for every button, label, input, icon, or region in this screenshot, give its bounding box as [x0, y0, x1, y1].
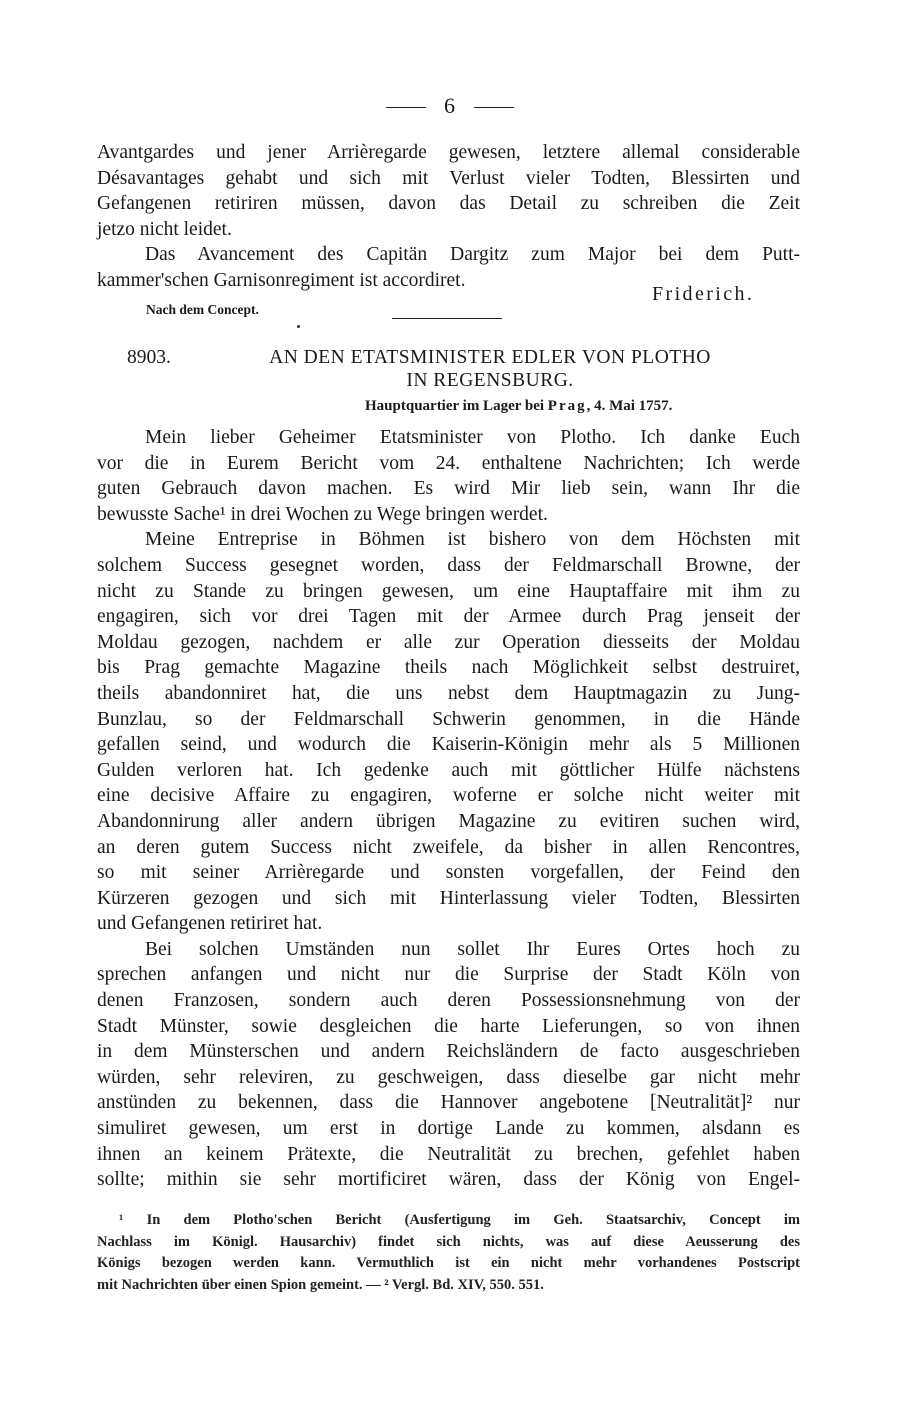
text-line: sprechen anfangen und nicht nur die Surprise der Stadt Köln von	[97, 964, 800, 986]
text-line: bewusste Sache¹ in drei Wochen zu Wege bringen werdet.	[97, 503, 548, 525]
text-line: und Gefangenen retiriret hat.	[97, 913, 323, 935]
text-line: simuliret gewesen, um erst in dortige Lande zu kommen, alsdann es	[97, 1118, 800, 1140]
dateline-date: , 4. Mai 1757.	[586, 398, 673, 414]
footnotes	[97, 1210, 800, 1296]
print-speck	[297, 325, 300, 328]
letter-title-line2: IN REGENSBURG.	[406, 370, 574, 391]
letter-body	[97, 425, 800, 1193]
text-line: Moldau gezogen, nachdem er alle zur Operation diesseits der Moldau	[97, 631, 800, 653]
text-line: sollte; mithin sie sehr mortificiret wären, dass der König von Engel-	[97, 1169, 800, 1191]
text-line: so mit seiner Arrièregarde und sonsten vorgefallen, der Feind den	[97, 862, 800, 884]
text-line: Das Avancement des Capitän Dargitz zum Major bei dem Putt-	[145, 244, 800, 266]
text-line: bis Prag gemachte Magazine theils nach Möglichkeit selbst destruiret,	[97, 657, 800, 679]
text-line: Meine Entreprise in Böhmen ist bishero von dem Höchsten mit	[145, 529, 800, 551]
footnote-line: mit Nachrichten über einen Spion gemeint. — ² Vergl. Bd. XIV, 550. 551.	[97, 1276, 544, 1293]
intro-paragraph	[97, 140, 800, 294]
text-line: anstünden zu bekennen, dass die Hannover angebotene [Neutralität]² nur	[97, 1092, 800, 1114]
letter-dateline	[365, 398, 672, 415]
source-note: Nach dem Concept.	[146, 302, 259, 317]
text-line: kammer'schen Garnisonregiment ist accordiret.	[97, 269, 466, 291]
text-line: ihnen an keinem Prätexte, die Neutralität zu brechen, gefehlet haben	[97, 1143, 800, 1165]
text-line: Désavantages gehabt und sich mit Verlust vieler Todten, Blessirten und	[97, 167, 800, 189]
page-number-text: 6	[444, 93, 456, 118]
text-line: würden, sehr releviren, zu geschweigen, dass dieselbe gar nicht mehr	[97, 1066, 800, 1088]
text-line: in dem Münsterschen und andern Reichsländern de facto ausgeschrieben	[97, 1041, 800, 1063]
text-line: Kürzeren gezogen und sich mit Hinterlassung vieler Todten, Blessirten	[97, 887, 800, 909]
text-line: solchem Success gesegnet worden, dass der Feldmarschall Browne, der	[97, 554, 800, 576]
footnote-line: Königs bezogen werden kann. Vermuthlich ist ein nicht mehr vorhandenes Postscript	[97, 1255, 800, 1272]
text-line: jetzo nicht leidet.	[97, 218, 232, 240]
letter-number: 8903.	[127, 347, 171, 368]
text-line: Gefangenen retiriren müssen, davon das Detail zu schreiben die Zeit	[97, 193, 800, 215]
text-line: Stadt Münster, sowie desgleichen die harte Lieferungen, so von ihnen	[97, 1015, 800, 1037]
text-line: Avantgardes und jener Arrièregarde gewesen, letztere allemal considerable	[97, 142, 800, 163]
text-line: Abandonnirung aller andern übrigen Magazine zu evitiren suchen wird,	[97, 810, 800, 832]
text-line: Gulden verloren hat. Ich gedenke auch mit göttlicher Hülfe nächstens	[97, 759, 800, 781]
footnote-line: Nachlass im Königl. Hausarchiv) findet sich nichts, was auf diese Aeusserung des	[97, 1233, 800, 1250]
text-line: vor die in Eurem Bericht vom 24. enthaltene Nachrichten; Ich werde	[97, 452, 800, 474]
text-line: Mein lieber Geheimer Etatsminister von Plotho. Ich danke Euch	[145, 427, 800, 448]
text-line: Bei solchen Umständen nun sollet Ihr Eures Ortes hoch zu	[145, 938, 800, 960]
text-line: guten Gebrauch davon machen. Es wird Mir lieb sein, wann Ihr die	[97, 478, 800, 500]
text-line: theils abandonniret hat, die uns nebst dem Hauptmagazin zu Jung-	[97, 682, 800, 704]
page-number-dash-right	[474, 107, 514, 108]
dateline-place: Prag	[547, 398, 587, 414]
section-divider	[392, 318, 502, 319]
dateline-prefix: Hauptquartier im Lager bei	[365, 398, 548, 414]
text-line: nicht zu Stande zu bringen gewesen, um eine Hauptaffaire mit ihm zu	[97, 580, 800, 602]
text-line: Bunzlau, so der Feldmarschall Schwerin genommen, in die Hände	[97, 708, 800, 730]
footnote-line: ¹ In dem Plotho'schen Bericht (Ausfertigung im Geh. Staatsarchiv, Concept im	[119, 1212, 800, 1228]
page-number	[0, 93, 900, 119]
letter-title-line1: AN DEN ETATSMINISTER EDLER VON PLOTHO	[269, 347, 711, 368]
page-number-dash-left	[386, 107, 426, 108]
text-line: engagiren, sich vor drei Tagen mit der Armee durch Prag jenseit der	[97, 606, 800, 628]
text-line: eine decisive Affaire zu engagiren, woferne er solche nicht weiter mit	[97, 785, 800, 807]
text-line: gefallen seind, und wodurch die Kaiserin-Königin mehr als 5 Millionen	[97, 734, 800, 756]
letter-title	[203, 346, 777, 392]
signature: Friderich.	[652, 283, 755, 305]
text-line: denen Franzosen, sondern auch deren Possessionsnehmung von der	[97, 990, 800, 1012]
text-line: an deren gutem Success nicht zweifele, da bisher in allen Rencontres,	[97, 836, 800, 858]
